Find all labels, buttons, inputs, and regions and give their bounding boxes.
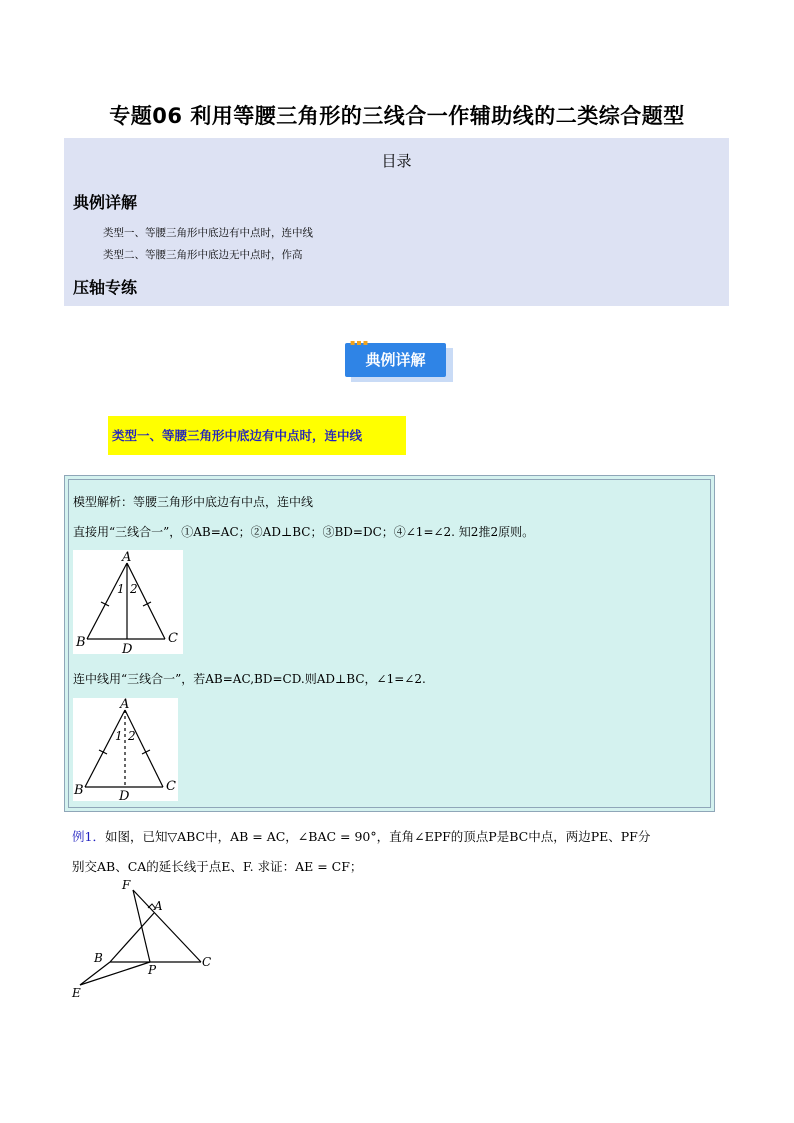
triangle-figure-2 [73,698,178,801]
example-1-figure [68,876,218,1004]
label-c: C [202,955,212,969]
label-d: D [119,789,130,801]
table-of-contents [64,138,729,306]
document-title: 专题06 利用等腰三角形的三线合一作辅助线的二类综合题型 [109,104,685,128]
label-f: F [122,878,131,892]
toc-item-type1[interactable]: 类型一、等腰三角形中底边有中点时，连中线 [103,227,313,239]
label-p: P [148,963,157,977]
model-line2: 连中线用“三线合一”，若AB=AC,BD=CD.则AD⊥BC，∠1=∠2. [73,672,426,686]
label-b: B [74,783,84,798]
example-1-line2: 别交AB、CA的延长线于点E、F. 求证：AE = CF； [72,859,363,874]
toc-heading: 目录 [381,152,412,170]
label-angle2: 2 [128,729,136,743]
label-b: B [94,951,103,965]
label-a: A [154,899,163,913]
label-c: C [166,779,176,794]
toc-section-practice[interactable]: 压轴专练 [73,278,138,297]
example-1-line1 [72,822,732,852]
label-angle1: 1 [117,582,125,596]
model-analysis-box [64,475,715,812]
example-1-text1: 如图，已知▽ABC中，AB = AC，∠BAC = 90°，直角∠EPF的顶点P是BC中点，两边PE、PF分 [104,829,651,844]
badge-label: 典例详解 [345,343,446,377]
triangle-diagram-2 [73,698,178,801]
label-b: B [76,635,86,650]
model-heading: 模型解析：等腰三角形中底边有中点，连中线 [73,495,314,509]
type1-banner: 类型一、等腰三角形中底边有中点时，连中线 [108,416,406,455]
label-a: A [120,698,130,712]
toc-item-type2[interactable]: 类型二、等腰三角形中底边无中点时，作高 [103,249,303,261]
badge-dots: ▪▪▪ [350,338,370,347]
triangle-figure-1 [73,550,183,654]
label-angle1: 1 [115,729,123,743]
example-1-label: 例1． [72,829,105,844]
section-badge [345,340,451,382]
triangle-diagram-1 [73,550,183,654]
label-a: A [122,550,132,565]
label-e: E [72,986,81,1000]
example-1-diagram [68,876,218,1004]
label-angle2: 2 [130,582,138,596]
label-c: C [168,631,178,646]
toc-section-examples[interactable]: 典例详解 [73,193,138,212]
example-1 [72,822,732,882]
label-d: D [122,642,133,654]
model-line1: 直接用“三线合一”，①AB=AC；②AD⊥BC；③BD=DC；④∠1=∠2. 知2推2原则。 [73,525,535,539]
